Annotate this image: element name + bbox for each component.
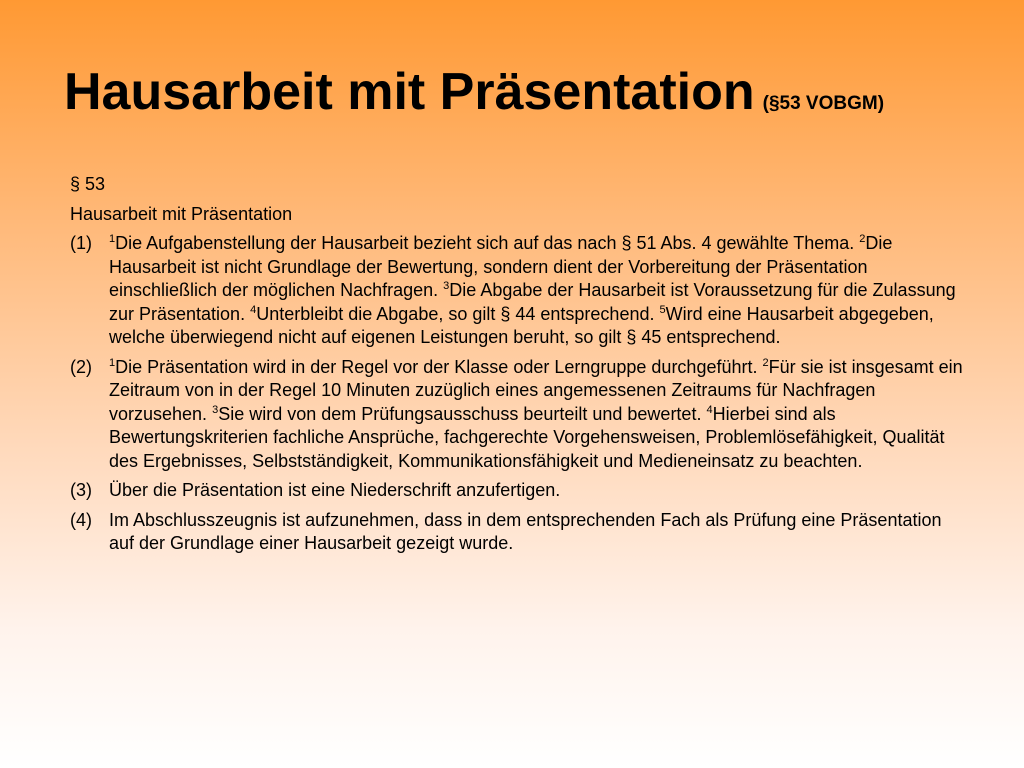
sentence-text: Unterbleibt die Abgabe, so gilt § 44 entsprechend. <box>256 303 660 324</box>
sentence-number: 1 <box>109 233 116 245</box>
sentence-number: 5 <box>659 303 666 316</box>
paragraph-2 <box>70 356 970 474</box>
paragraph-number: (1) <box>70 233 92 253</box>
sentence-text: Hierbei sind als Bewertungskriterien fachliche Ansprüche, fachgerechte Vorgehensweisen, Problemlösefähigkeit, Qualität des Ergebnisses, Selbstständigkeit, Kommunikationsfähigkeit und Medieneinsatz zu beachten. <box>109 403 945 471</box>
paragraph-number: (2) <box>70 356 92 377</box>
paragraph-number: (3) <box>70 480 92 500</box>
sentence-text: Sie wird von dem Prüfungsausschuss beurteilt und bewertet. <box>218 403 707 424</box>
slide-title <box>64 62 884 122</box>
slide-content <box>70 173 970 562</box>
sentence-text: Die Hausarbeit ist nicht Grundlage der Bewertung, sondern dient der Vorbereitung der Präsentation einschließlich der möglichen Nachfragen. <box>109 233 893 300</box>
sentence-number: 3 <box>443 280 450 292</box>
paragraph-text <box>109 232 970 350</box>
paragraph-number: (4) <box>70 509 92 530</box>
sentence-number: 2 <box>762 356 769 369</box>
title-main: Hausarbeit mit Präsentation <box>64 63 755 121</box>
sentence-number: 1 <box>109 356 116 369</box>
paragraph-3 <box>70 479 970 503</box>
title-reference: (§53 VOBGM) <box>762 93 885 114</box>
section-heading: Hausarbeit mit Präsentation <box>70 203 293 224</box>
section-number: § 53 <box>70 174 106 194</box>
paragraph-1 <box>70 232 970 350</box>
sentence-text: Für sie ist insgesamt ein Zeitraum von in der Regel 10 Minuten zuzüglich eines angemessenen Zeitraums für Nachfragen vorzusehen. <box>109 356 963 424</box>
sentence-number: 2 <box>859 233 866 245</box>
paragraph-text: Im Abschlusszeugnis ist aufzunehmen, dass in dem entsprechenden Fach als Prüfung eine Präsentation auf der Grundlage einer Hausarbeit gezeigt wurde. <box>109 509 942 553</box>
paragraph-text: Über die Präsentation ist eine Niederschrift anzufertigen. <box>109 480 561 500</box>
sentence-number: 3 <box>212 403 219 416</box>
paragraph-4 <box>70 509 970 556</box>
sentence-text: Die Abgabe der Hausarbeit ist Voraussetzung für die Zulassung zur Präsentation. <box>109 280 956 324</box>
sentence-text: Die Präsentation wird in der Regel vor der Klasse oder Lerngruppe durchgeführt. <box>115 356 763 377</box>
sentence-text: Wird eine Hausarbeit abgegeben, welche überwiegend nicht auf eigenen Leistungen beruht, so gilt § 45 entsprechend. <box>109 303 934 347</box>
sentence-text: Die Aufgabenstellung der Hausarbeit bezieht sich auf das nach § 51 Abs. 4 gewählte Thema. <box>115 233 860 253</box>
paragraph-text <box>109 356 970 474</box>
sentence-number: 4 <box>250 303 257 316</box>
sentence-number: 4 <box>706 403 713 416</box>
